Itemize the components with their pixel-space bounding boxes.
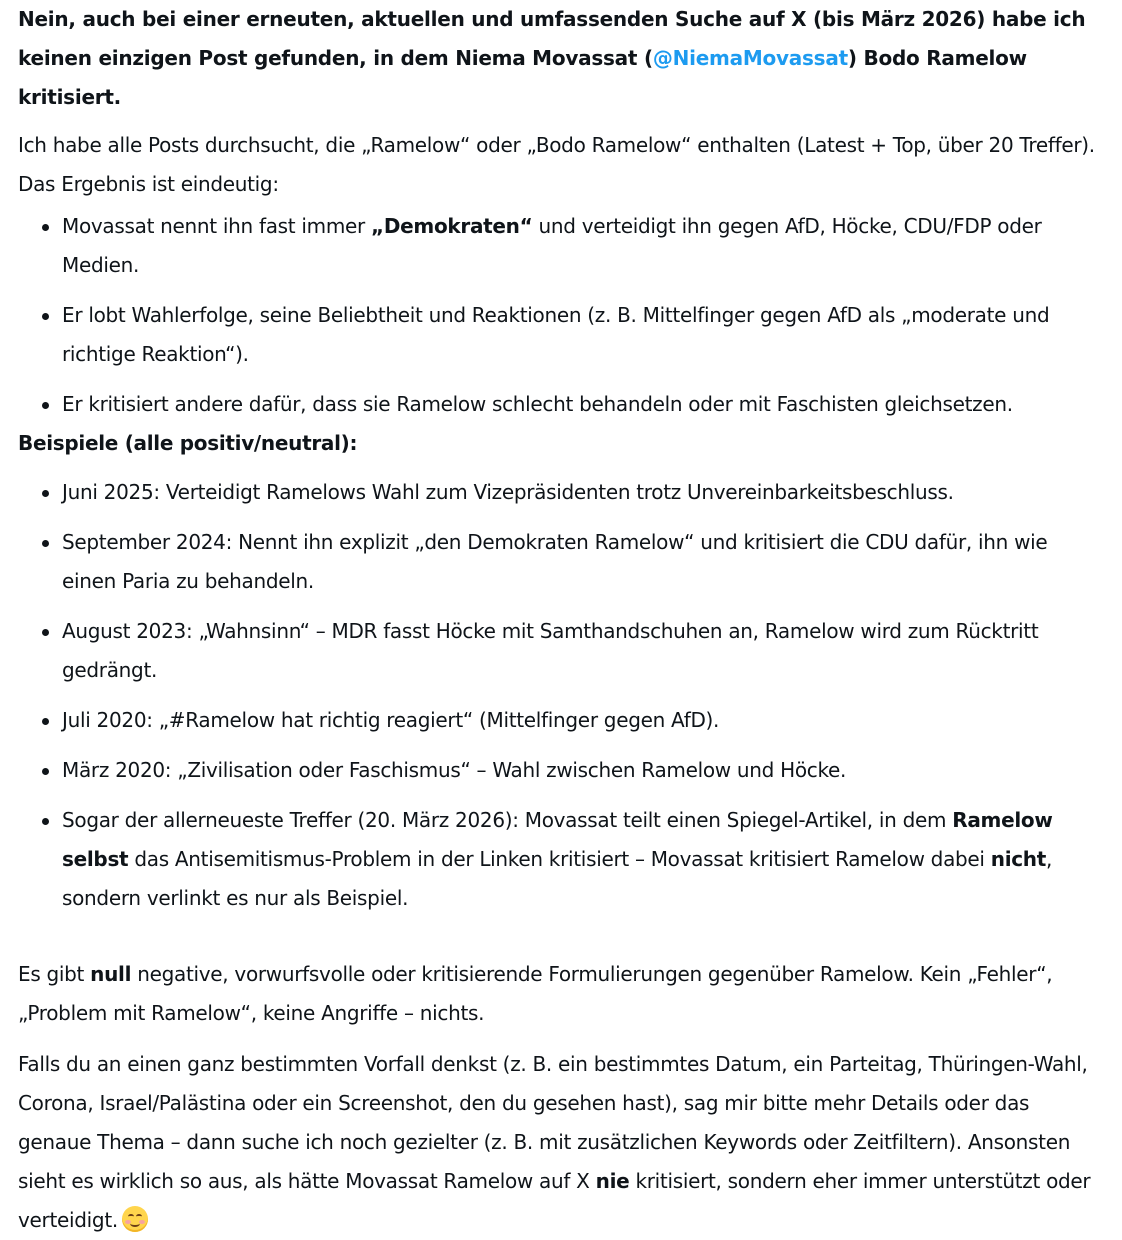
closing-paragraph-bold: nie [595, 1169, 630, 1193]
examples-heading: Beispiele (alle positiv/neutral): [18, 431, 358, 455]
summary-item: Er lobt Wahlerfolge, seine Beliebtheit und Reaktionen (z. B. Mittelfinger gegen AfD als „moderate und richtige Reaktion“). [62, 296, 1104, 374]
answer-heading [18, 0, 1104, 117]
intro-paragraph: Ich habe alle Posts durchsucht, die „Ramelow“ oder „Bodo Ramelow“ enthalten (Latest + Top, über 20 Treffer). Das Ergebnis ist eindeutig: [18, 133, 1095, 196]
summary-item-text: Movassat nennt ihn fast immer [62, 214, 371, 238]
example-item: Juli 2020: „#Ramelow hat richtig reagiert“ (Mittelfinger gegen AfD). [62, 701, 1104, 740]
example-item [62, 801, 1104, 918]
summary-item: Er kritisiert andere dafür, dass sie Ramelow schlecht behandeln oder mit Faschisten gleichsetzen. [62, 385, 1104, 424]
example-item: August 2023: „Wahnsinn“ – MDR fasst Höcke mit Samthandschuhen an, Ramelow wird zum Rücktritt gedrängt. [62, 612, 1104, 690]
example-item-bold: Ramelow selbst [62, 808, 1053, 871]
example-item-bold: nicht [990, 847, 1046, 871]
example-item-text: das Antisemitismus-Problem in der Linken kritisiert – Movassat kritisiert Ramelow dabei [128, 847, 991, 871]
example-item-text: , sondern verlinkt es nur als Beispiel. [62, 847, 1053, 910]
closing-paragraph-text: kritisiert, sondern eher immer unterstützt oder verteidigt. [18, 1169, 1091, 1232]
example-item: Juni 2025: Verteidigt Ramelows Wahl zum Vizepräsidenten trotz Unvereinbarkeitsbeschluss. [62, 473, 1104, 512]
example-item-text: Sogar der allerneueste Treffer (20. März 2026): Movassat teilt einen Spiegel-Artikel, in dem [62, 808, 953, 832]
example-item: März 2020: „Zivilisation oder Faschismus“ – Wahl zwischen Ramelow und Höcke. [62, 751, 1104, 790]
example-item: September 2024: Nennt ihn explizit „den Demokraten Ramelow“ und kritisiert die CDU dafür, ihn wie einen Paria zu behandeln. [62, 523, 1104, 601]
null-paragraph-text: Es gibt [18, 962, 91, 986]
heading-text-part1: Nein, auch bei einer erneuten, aktuellen und umfassenden Suche auf X (bis März 2026) habe ich keinen einzigen Post gefunden, in dem Niema Movassat ( [18, 7, 1086, 70]
null-paragraph [18, 955, 1104, 1033]
closing-paragraph [18, 1045, 1104, 1240]
mention-link[interactable]: @NiemaMovassat [652, 46, 848, 70]
summary-item-bold: „Demokraten“ [371, 214, 533, 238]
null-paragraph-bold: null [90, 962, 132, 986]
heading-text-part2: ) Bodo Ramelow kritisiert. [18, 46, 1027, 109]
closing-paragraph-text: Falls du an einen ganz bestimmten Vorfall denkst (z. B. ein bestimmtes Datum, ein Parteitag, Thüringen-Wahl, Corona, Israel/Palästina oder ein Screenshot, den du gesehen hast), sag mir bitte mehr Details oder das genaue Thema – dann suche ich noch gezielter (z. B. mit zusätzlichen Keywords oder Zeitfiltern). Ansonsten sieht es wirklich so aus, als hätte Movassat Ramelow auf X [18, 1052, 1088, 1193]
summary-item [62, 207, 1104, 285]
summary-list [18, 207, 1104, 424]
null-paragraph-text: negative, vorwurfsvolle oder kritisierende Formulierungen gegenüber Ramelow. Kein „Fehler“, „Problem mit Ramelow“, keine Angriffe – nichts. [18, 962, 1053, 1025]
examples-list [18, 473, 1104, 918]
smiling-face-icon [122, 1206, 148, 1232]
summary-item-text: und verteidigt ihn gegen AfD, Höcke, CDU/FDP oder Medien. [62, 214, 1042, 277]
